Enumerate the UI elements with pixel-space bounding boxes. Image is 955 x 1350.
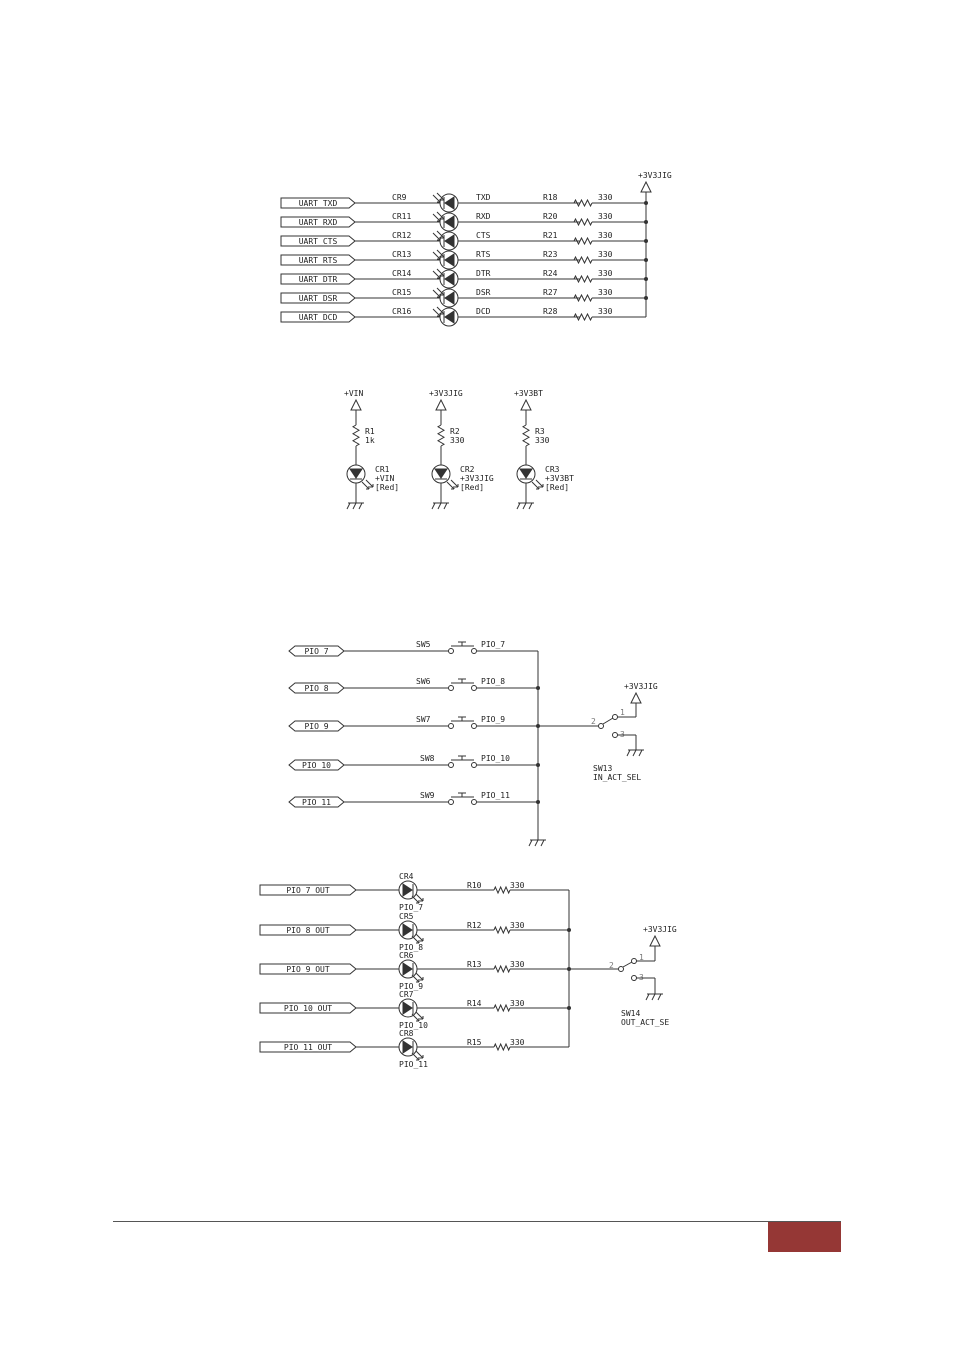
output-led-row <box>260 951 571 991</box>
switch-ref: SW6 <box>416 677 431 686</box>
led-emission-arrow <box>416 973 423 980</box>
led-triangle <box>445 216 454 228</box>
led-net: PIO_11 <box>399 1060 428 1069</box>
led-net: PIO_7 <box>399 903 424 912</box>
resistor-value: 330 <box>598 269 613 278</box>
led-net: PIO_9 <box>399 982 424 991</box>
led-emission-arrow <box>412 896 419 903</box>
selector-name: IN_ACT_SEL <box>593 773 642 782</box>
led-emission-arrow <box>532 482 539 489</box>
led-triangle <box>435 469 447 478</box>
ground-tick <box>652 994 655 1000</box>
uart-port-label: UART_DSR <box>298 294 338 303</box>
resistor-symbol <box>523 425 529 446</box>
signal-name: DCD <box>476 307 491 316</box>
switch-ref: SW5 <box>416 640 431 649</box>
resistor-value: 330 <box>598 307 613 316</box>
selector-pin2-label: 2 <box>609 961 614 970</box>
pio-out-port-label: PIO_9_OUT <box>286 965 330 974</box>
power-led-column <box>429 389 494 509</box>
selector-pin3 <box>632 976 637 981</box>
switch-contact <box>472 724 477 729</box>
input-switch-row <box>289 677 540 693</box>
uart-row <box>281 269 648 288</box>
resistor-symbol <box>494 927 510 933</box>
led-emission-arrow <box>412 936 419 943</box>
switch-contact <box>449 800 454 805</box>
resistor-ref: R28 <box>543 307 558 316</box>
resistor-symbol <box>438 425 444 446</box>
led-emission-arrow <box>366 480 373 487</box>
uart-rail-label: +3V3JIG <box>638 171 672 180</box>
selector-ref: SW14 <box>621 1009 641 1018</box>
signal-name: CTS <box>476 231 491 240</box>
ground-tick <box>639 750 642 756</box>
ground-tick <box>438 503 441 509</box>
resistor-ref: R15 <box>467 1038 482 1047</box>
selector-name: OUT_ACT_SE <box>621 1018 670 1027</box>
led-ref: CR13 <box>392 250 412 259</box>
uart-rail-symbol <box>641 182 651 192</box>
switch-contact <box>472 686 477 691</box>
pio-port-label: PIO_9 <box>304 722 329 731</box>
switch-contact <box>449 649 454 654</box>
output-led-row <box>260 1029 569 1069</box>
switch-net: PIO_8 <box>481 677 506 686</box>
power-led-column <box>344 389 399 509</box>
resistor-value: 330 <box>510 960 525 969</box>
uart-row <box>281 231 648 250</box>
signal-name: RXD <box>476 212 491 221</box>
led-triangle <box>520 469 532 478</box>
resistor-symbol <box>353 425 359 446</box>
selector-pin1-label: 1 <box>620 708 625 717</box>
led-emission-arrow <box>433 214 440 221</box>
selector-pin3-label: 3 <box>620 730 625 739</box>
resistor-symbol <box>574 257 592 263</box>
ground-tick <box>529 840 532 846</box>
resistor-value: 330 <box>598 212 613 221</box>
led-triangle <box>445 254 454 266</box>
resistor-ref: R23 <box>543 250 558 259</box>
ground-tick <box>646 994 649 1000</box>
uart-row <box>281 250 648 269</box>
ground-tick <box>658 994 661 1000</box>
resistor-ref: R10 <box>467 881 482 890</box>
selector-pin2-label: 2 <box>591 717 596 726</box>
ground-tick <box>529 503 532 509</box>
led-triangle <box>403 884 412 896</box>
led-ref: CR15 <box>392 288 412 297</box>
selector-pin1 <box>632 959 637 964</box>
power-led-column <box>514 389 574 509</box>
led-emission-arrow <box>433 195 440 202</box>
led-net: +3V3BT <box>545 474 574 483</box>
resistor-value: 330 <box>510 999 525 1008</box>
led-net: PIO_10 <box>399 1021 428 1030</box>
switch-net: PIO_10 <box>481 754 510 763</box>
selector-rail-label: +3V3JIG <box>643 925 677 934</box>
uart-row <box>281 212 648 231</box>
led-emission-arrow <box>451 480 458 487</box>
selector-rail-label: +3V3JIG <box>624 682 658 691</box>
input-switch-section <box>289 640 658 846</box>
resistor-symbol <box>574 276 592 282</box>
led-emission-arrow <box>416 1051 423 1058</box>
resistor-ref: R21 <box>543 231 558 240</box>
led-net: +3V3JIG <box>460 474 494 483</box>
resistor-ref: R1 <box>365 427 375 436</box>
resistor-value: 1k <box>365 436 375 445</box>
output-led-row <box>260 912 571 952</box>
resistor-symbol <box>574 295 592 301</box>
led-ref: CR9 <box>392 193 407 202</box>
uart-port-label: UART_RXD <box>298 218 338 227</box>
resistor-value: 330 <box>598 288 613 297</box>
resistor-ref: R3 <box>535 427 545 436</box>
led-ref: CR11 <box>392 212 412 221</box>
led-ref: CR2 <box>460 465 475 474</box>
selector-pin3-label: 3 <box>639 973 644 982</box>
ground-tick <box>353 503 356 509</box>
selector-blade <box>603 718 613 724</box>
selector-pin3 <box>613 733 618 738</box>
input-switch-row <box>289 791 540 807</box>
uart-port-label: UART_CTS <box>298 237 338 246</box>
resistor-symbol <box>574 200 592 206</box>
led-net: PIO_8 <box>399 943 424 952</box>
switch-contact <box>449 724 454 729</box>
led-ref: CR12 <box>392 231 412 240</box>
resistor-symbol <box>574 314 592 320</box>
switch-ref: SW9 <box>420 791 435 800</box>
selector-common <box>599 724 604 729</box>
led-triangle <box>445 197 454 209</box>
uart-row <box>281 288 648 307</box>
uart-port-label: UART_DTR <box>298 275 338 284</box>
led-emission-arrow <box>412 975 419 982</box>
pio-port-label: PIO_7 <box>304 647 329 656</box>
pio-out-port-label: PIO_8_OUT <box>286 926 330 935</box>
led-emission-arrow <box>433 271 440 278</box>
output-led-section <box>260 872 677 1069</box>
uart-port-label: UART_TXD <box>298 199 338 208</box>
led-ref: CR8 <box>399 1029 414 1038</box>
resistor-ref: R13 <box>467 960 482 969</box>
switch-ref: SW8 <box>420 754 435 763</box>
selector-pin1-label: 1 <box>639 953 644 962</box>
led-triangle <box>403 924 412 936</box>
led-ref: CR6 <box>399 951 414 960</box>
led-emission-arrow <box>412 1014 419 1021</box>
resistor-ref: R14 <box>467 999 482 1008</box>
signal-name: TXD <box>476 193 491 202</box>
ground-tick <box>535 840 538 846</box>
power-rail-label: +VIN <box>344 389 364 398</box>
ground-tick <box>432 503 435 509</box>
led-triangle <box>350 469 362 478</box>
resistor-value: 330 <box>510 881 525 890</box>
selector-rail-symbol <box>650 936 660 946</box>
resistor-symbol <box>494 1044 510 1050</box>
led-color: [Red] <box>460 483 485 492</box>
resistor-symbol <box>494 966 510 972</box>
input-switch-row <box>289 640 538 656</box>
signal-name: DSR <box>476 288 491 297</box>
pio-out-port-label: PIO_10_OUT <box>283 1004 333 1013</box>
led-emission-arrow <box>362 482 369 489</box>
resistor-ref: R2 <box>450 427 460 436</box>
led-emission-arrow <box>433 309 440 316</box>
selector-pin1 <box>613 715 618 720</box>
led-triangle <box>445 235 454 247</box>
output-led-row <box>260 872 569 912</box>
switch-contact <box>449 763 454 768</box>
resistor-ref: R12 <box>467 921 482 930</box>
led-emission-arrow <box>433 290 440 297</box>
switch-contact <box>472 800 477 805</box>
switch-net: PIO_9 <box>481 715 506 724</box>
pio-out-port-label: PIO_11_OUT <box>283 1043 333 1052</box>
led-emission-arrow <box>447 482 454 489</box>
resistor-symbol <box>494 887 510 893</box>
resistor-value: 330 <box>510 1038 525 1047</box>
ground-tick <box>359 503 362 509</box>
led-ref: CR16 <box>392 307 412 316</box>
power-rail-label: +3V3BT <box>514 389 543 398</box>
led-emission-arrow <box>416 1012 423 1019</box>
selector-blade <box>623 962 632 967</box>
switch-contact <box>472 649 477 654</box>
resistor-symbol <box>574 238 592 244</box>
led-ref: CR3 <box>545 465 560 474</box>
led-triangle <box>403 963 412 975</box>
ground-tick <box>633 750 636 756</box>
led-ref: CR4 <box>399 872 414 881</box>
power-led-section <box>344 389 574 509</box>
led-emission-arrow <box>412 1053 419 1060</box>
uart-row <box>281 307 646 326</box>
selector-common <box>619 967 624 972</box>
power-rail-symbol <box>521 400 531 410</box>
led-emission-arrow <box>433 233 440 240</box>
resistor-symbol <box>494 1005 510 1011</box>
uart-port-label: UART_RTS <box>298 256 338 265</box>
resistor-value: 330 <box>598 231 613 240</box>
selector-ref: SW13 <box>593 764 613 773</box>
resistor-ref: R20 <box>543 212 558 221</box>
resistor-value: 330 <box>535 436 550 445</box>
led-color: [Red] <box>545 483 570 492</box>
uart-row <box>281 193 648 212</box>
ground-tick <box>517 503 520 509</box>
output-led-row <box>260 990 571 1030</box>
uart-port-label: UART_DCD <box>298 313 338 322</box>
input-switch-row <box>289 754 540 770</box>
resistor-value: 330 <box>450 436 465 445</box>
resistor-ref: R24 <box>543 269 558 278</box>
resistor-value: 330 <box>598 193 613 202</box>
ground-tick <box>627 750 630 756</box>
led-emission-arrow <box>416 894 423 901</box>
resistor-ref: R18 <box>543 193 558 202</box>
signal-name: RTS <box>476 250 491 259</box>
ground-tick <box>444 503 447 509</box>
led-emission-arrow <box>416 934 423 941</box>
ground-tick <box>347 503 350 509</box>
switch-contact <box>449 686 454 691</box>
selector-rail-symbol <box>631 693 641 703</box>
switch-contact <box>472 763 477 768</box>
led-triangle <box>403 1041 412 1053</box>
pio-out-port-label: PIO_7_OUT <box>286 886 330 895</box>
signal-name: DTR <box>476 269 491 278</box>
uart-led-section <box>281 171 672 326</box>
power-rail-label: +3V3JIG <box>429 389 463 398</box>
resistor-symbol <box>574 219 592 225</box>
power-rail-symbol <box>351 400 361 410</box>
footer-page-tab <box>768 1222 841 1252</box>
led-triangle <box>445 292 454 304</box>
led-ref: CR14 <box>392 269 412 278</box>
led-emission-arrow <box>536 480 543 487</box>
resistor-value: 330 <box>598 250 613 259</box>
resistor-value: 330 <box>510 921 525 930</box>
led-ref: CR7 <box>399 990 414 999</box>
footer-rule <box>113 1221 841 1222</box>
switch-ref: SW7 <box>416 715 431 724</box>
led-color: [Red] <box>375 483 400 492</box>
switch-net: PIO_11 <box>481 791 510 800</box>
led-emission-arrow <box>433 252 440 259</box>
pio-port-label: PIO_8 <box>304 684 329 693</box>
input-switch-row <box>289 715 540 731</box>
ground-tick <box>523 503 526 509</box>
led-triangle <box>403 1002 412 1014</box>
pio-port-label: PIO_11 <box>302 798 331 807</box>
switch-net: PIO_7 <box>481 640 506 649</box>
led-ref: CR1 <box>375 465 390 474</box>
power-rail-symbol <box>436 400 446 410</box>
pio-port-label: PIO_10 <box>302 761 331 770</box>
ground-tick <box>541 840 544 846</box>
led-triangle <box>445 311 454 323</box>
led-net: +VIN <box>375 474 395 483</box>
resistor-ref: R27 <box>543 288 558 297</box>
led-ref: CR5 <box>399 912 414 921</box>
led-triangle <box>445 273 454 285</box>
